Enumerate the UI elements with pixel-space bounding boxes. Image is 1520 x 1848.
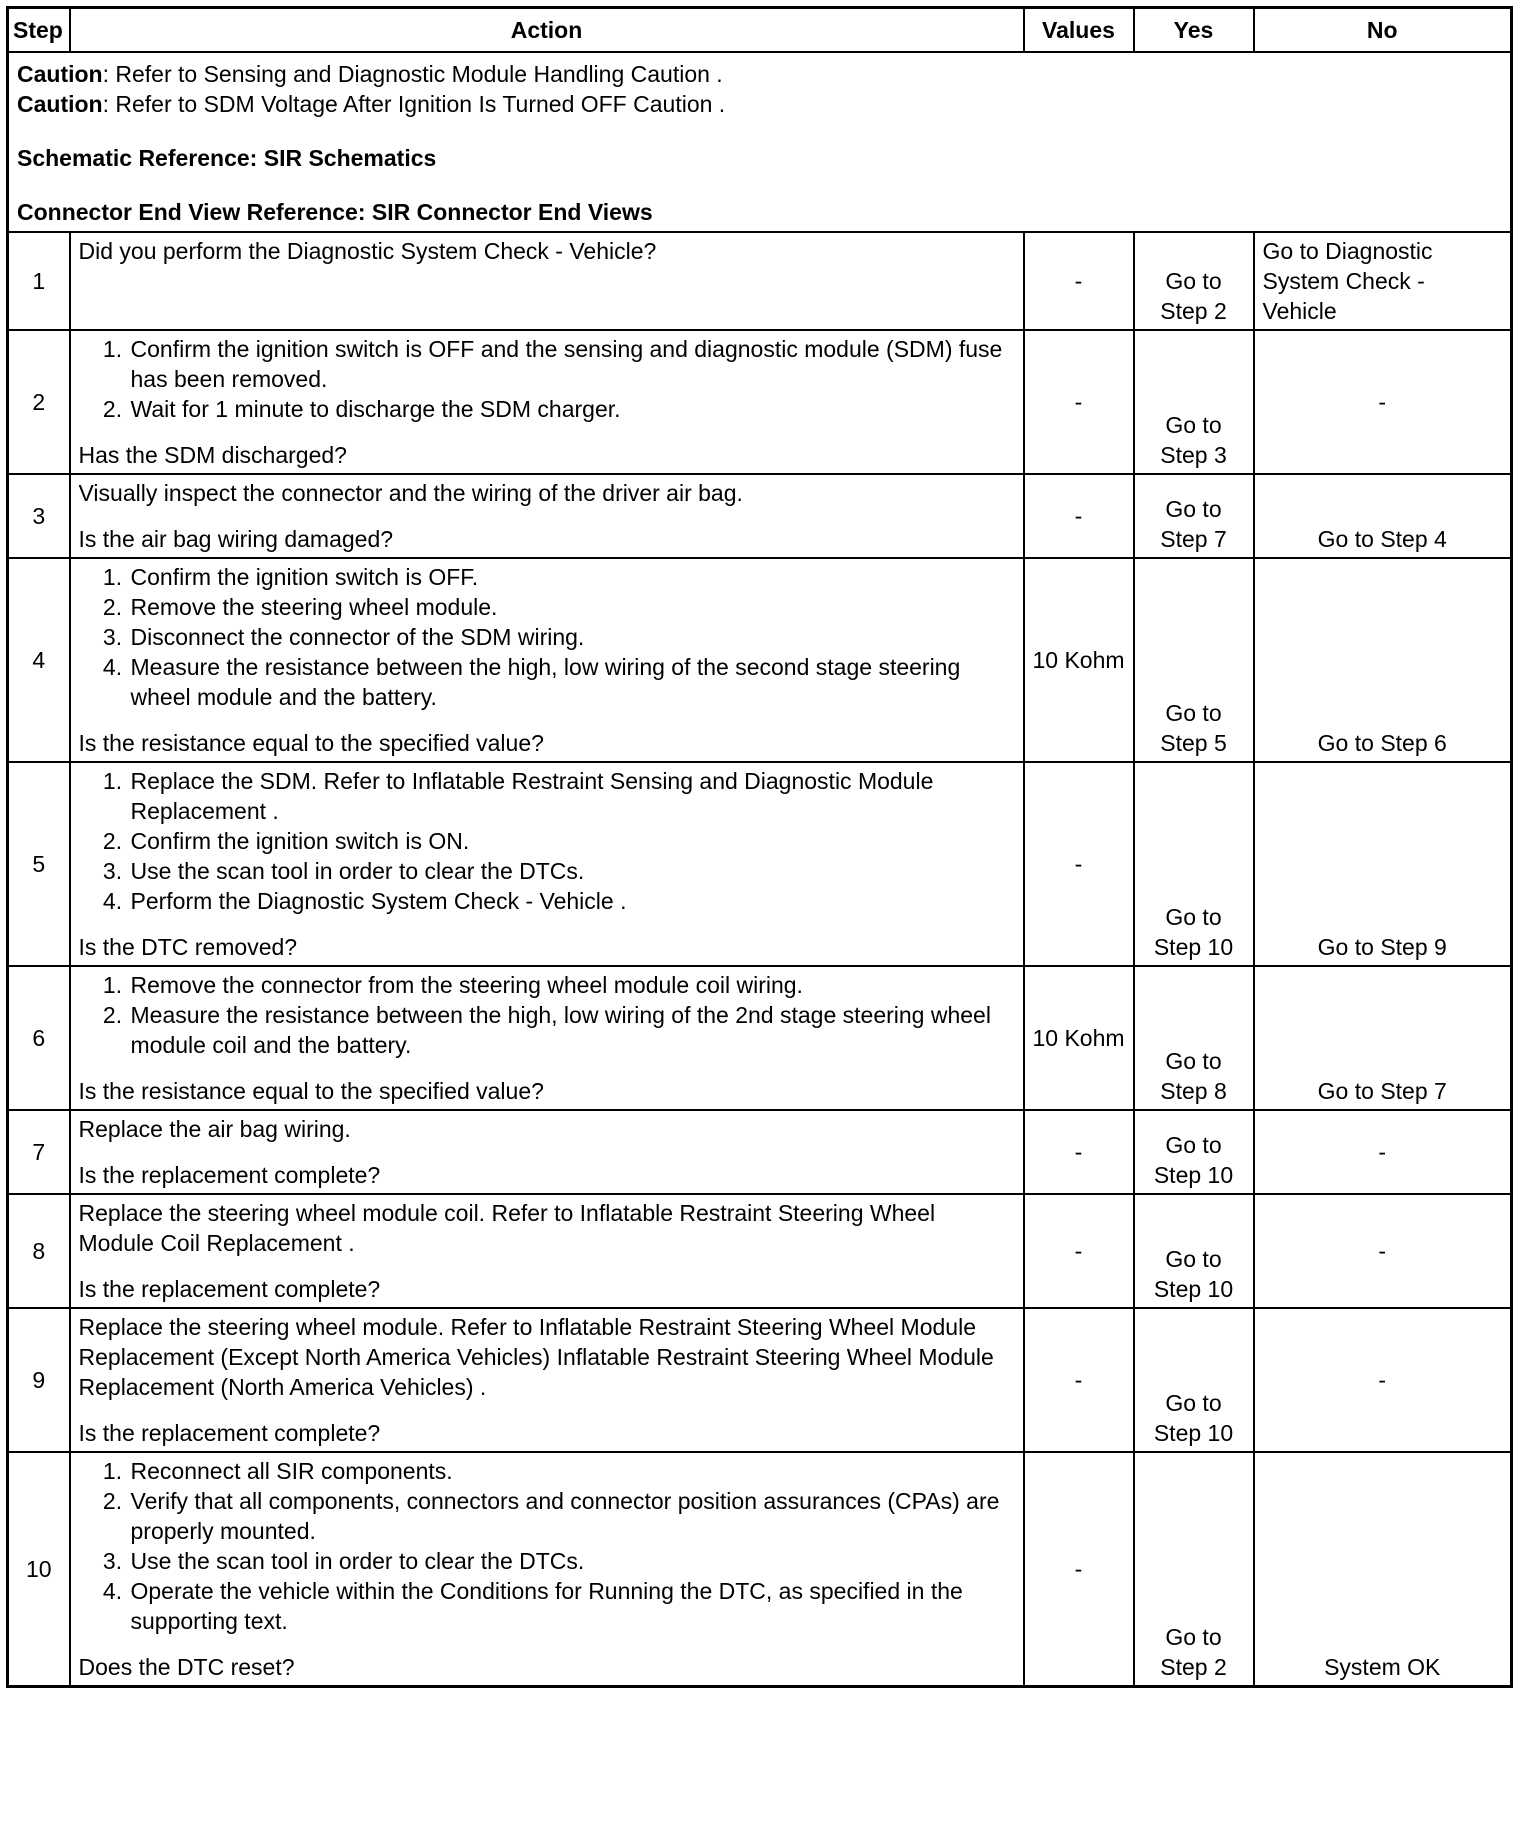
action-list — [79, 1456, 1015, 1636]
action-question: Is the replacement complete? — [78, 1420, 381, 1446]
action-cell — [70, 1194, 1024, 1308]
yes-cell: Go to Step 3 — [1134, 330, 1254, 474]
intro-cell — [8, 52, 1512, 232]
yes-cell: Go to Step 10 — [1134, 1308, 1254, 1452]
action-question: Is the DTC removed? — [78, 934, 298, 960]
yes-cell: Go to Step 10 — [1134, 1110, 1254, 1194]
header-yes: Yes — [1134, 8, 1254, 53]
value-cell: - — [1024, 1308, 1134, 1452]
value-cell: - — [1024, 474, 1134, 558]
diagnostic-table — [6, 6, 1513, 1688]
caution-line-1 — [17, 59, 1502, 89]
action-item: 2. Measure the resistance between the high, low wiring of the 2nd stage steering wheel module coil and the battery. — [129, 1000, 1015, 1060]
step-number: 2 — [8, 330, 70, 474]
header-row — [8, 8, 1512, 53]
action-item: 4. Measure the resistance between the high, low wiring of the second stage steering wheel module and the battery. — [129, 652, 1015, 712]
table-row — [8, 1194, 1512, 1308]
action-list — [79, 970, 1015, 1060]
action-question: Does the DTC reset? — [78, 1654, 295, 1680]
no-cell: - — [1254, 330, 1512, 474]
action-list — [79, 766, 1015, 916]
action-text: Visually inspect the connector and the wiring of the driver air bag. — [78, 480, 743, 506]
table-row — [8, 966, 1512, 1110]
no-cell: Go to Step 4 — [1254, 474, 1512, 558]
table-row — [8, 558, 1512, 762]
table-row — [8, 1452, 1512, 1687]
action-question: Is the air bag wiring damaged? — [78, 526, 394, 552]
diagnostic-table-wrapper — [6, 6, 1513, 1688]
action-item: 2. Wait for 1 minute to discharge the SDM charger. — [129, 394, 1015, 424]
value-cell: - — [1024, 1110, 1134, 1194]
no-cell: Go to Diagnostic System Check - Vehicle — [1254, 232, 1512, 330]
action-item: 4. Perform the Diagnostic System Check - Vehicle . — [129, 886, 1015, 916]
action-text: Replace the steering wheel module. Refer to Inflatable Restraint Steering Wheel Module Replacement (Except North America Vehicles) Inflatable Restraint Steering Wheel Module Replacement (North America Vehicles) . — [78, 1314, 994, 1400]
action-list — [79, 562, 1015, 712]
action-cell — [70, 1308, 1024, 1452]
yes-cell: Go to Step 8 — [1134, 966, 1254, 1110]
yes-cell: Go to Step 10 — [1134, 1194, 1254, 1308]
action-cell — [70, 762, 1024, 966]
caution-label-1: Caution — [17, 61, 103, 87]
action-cell — [70, 1452, 1024, 1687]
action-text: Replace the air bag wiring. — [78, 1116, 351, 1142]
step-number: 4 — [8, 558, 70, 762]
header-action: Action — [70, 8, 1024, 53]
action-item: 1. Reconnect all SIR components. — [129, 1456, 1015, 1486]
yes-cell: Go to Step 7 — [1134, 474, 1254, 558]
yes-cell: Go to Step 10 — [1134, 762, 1254, 966]
yes-cell: Go to Step 5 — [1134, 558, 1254, 762]
step-number: 1 — [8, 232, 70, 330]
action-question: Is the resistance equal to the specified value? — [78, 730, 544, 756]
action-item: 2. Remove the steering wheel module. — [129, 592, 1015, 622]
no-cell: - — [1254, 1110, 1512, 1194]
value-cell: - — [1024, 232, 1134, 330]
step-number: 8 — [8, 1194, 70, 1308]
table-row — [8, 232, 1512, 330]
caution-text-1: : Refer to Sensing and Diagnostic Module Handling Caution . — [102, 61, 723, 87]
action-item: 3. Disconnect the connector of the SDM wiring. — [129, 622, 1015, 652]
caution-label-2: Caution — [17, 91, 103, 117]
table-row — [8, 1110, 1512, 1194]
action-cell — [70, 1110, 1024, 1194]
caution-text-2: : Refer to SDM Voltage After Ignition Is Turned OFF Caution . — [102, 91, 726, 117]
action-item: 3. Use the scan tool in order to clear the DTCs. — [129, 856, 1015, 886]
value-cell: 10 Kohm — [1024, 966, 1134, 1110]
table-row — [8, 1308, 1512, 1452]
table-row — [8, 474, 1512, 558]
action-cell — [70, 232, 1024, 330]
step-number: 6 — [8, 966, 70, 1110]
no-cell: Go to Step 7 — [1254, 966, 1512, 1110]
action-text: Replace the steering wheel module coil. Refer to Inflatable Restraint Steering Wheel Module Coil Replacement . — [78, 1200, 936, 1256]
action-question: Is the replacement complete? — [78, 1162, 381, 1188]
no-cell: Go to Step 9 — [1254, 762, 1512, 966]
action-cell — [70, 966, 1024, 1110]
no-cell: System OK — [1254, 1452, 1512, 1687]
no-cell: Go to Step 6 — [1254, 558, 1512, 762]
action-cell — [70, 330, 1024, 474]
intro-row — [8, 52, 1512, 232]
action-question: Is the replacement complete? — [78, 1276, 381, 1302]
value-cell: - — [1024, 762, 1134, 966]
yes-cell: Go to Step 2 — [1134, 1452, 1254, 1687]
action-item: 1. Confirm the ignition switch is OFF and the sensing and diagnostic module (SDM) fuse has been removed. — [129, 334, 1015, 394]
action-item: 3. Use the scan tool in order to clear the DTCs. — [129, 1546, 1015, 1576]
schematic-reference: Schematic Reference: SIR Schematics — [17, 145, 437, 171]
caution-line-2 — [17, 89, 1502, 119]
header-values: Values — [1024, 8, 1134, 53]
header-step: Step — [8, 8, 70, 53]
step-number: 10 — [8, 1452, 70, 1687]
step-number: 9 — [8, 1308, 70, 1452]
no-cell: - — [1254, 1308, 1512, 1452]
action-item: 2. Confirm the ignition switch is ON. — [129, 826, 1015, 856]
action-item: 1. Replace the SDM. Refer to Inflatable Restraint Sensing and Diagnostic Module Replacement . — [129, 766, 1015, 826]
action-question: Has the SDM discharged? — [78, 442, 347, 468]
step-number: 7 — [8, 1110, 70, 1194]
value-cell: - — [1024, 330, 1134, 474]
action-item: 4. Operate the vehicle within the Conditions for Running the DTC, as specified in the supporting text. — [129, 1576, 1015, 1636]
value-cell: 10 Kohm — [1024, 558, 1134, 762]
action-item: 2. Verify that all components, connectors and connector position assurances (CPAs) are properly mounted. — [129, 1486, 1015, 1546]
step-number: 5 — [8, 762, 70, 966]
no-cell: - — [1254, 1194, 1512, 1308]
connector-reference: Connector End View Reference: SIR Connector End Views — [17, 199, 653, 225]
step-number: 3 — [8, 474, 70, 558]
header-no: No — [1254, 8, 1512, 53]
action-question: Is the resistance equal to the specified value? — [78, 1078, 544, 1104]
yes-cell: Go to Step 2 — [1134, 232, 1254, 330]
action-item: 1. Remove the connector from the steering wheel module coil wiring. — [129, 970, 1015, 1000]
action-cell — [70, 558, 1024, 762]
action-list — [79, 334, 1015, 424]
action-item: 1. Confirm the ignition switch is OFF. — [129, 562, 1015, 592]
table-row — [8, 330, 1512, 474]
value-cell: - — [1024, 1452, 1134, 1687]
table-row — [8, 762, 1512, 966]
action-cell — [70, 474, 1024, 558]
value-cell: - — [1024, 1194, 1134, 1308]
action-text: Did you perform the Diagnostic System Check - Vehicle? — [78, 238, 657, 264]
